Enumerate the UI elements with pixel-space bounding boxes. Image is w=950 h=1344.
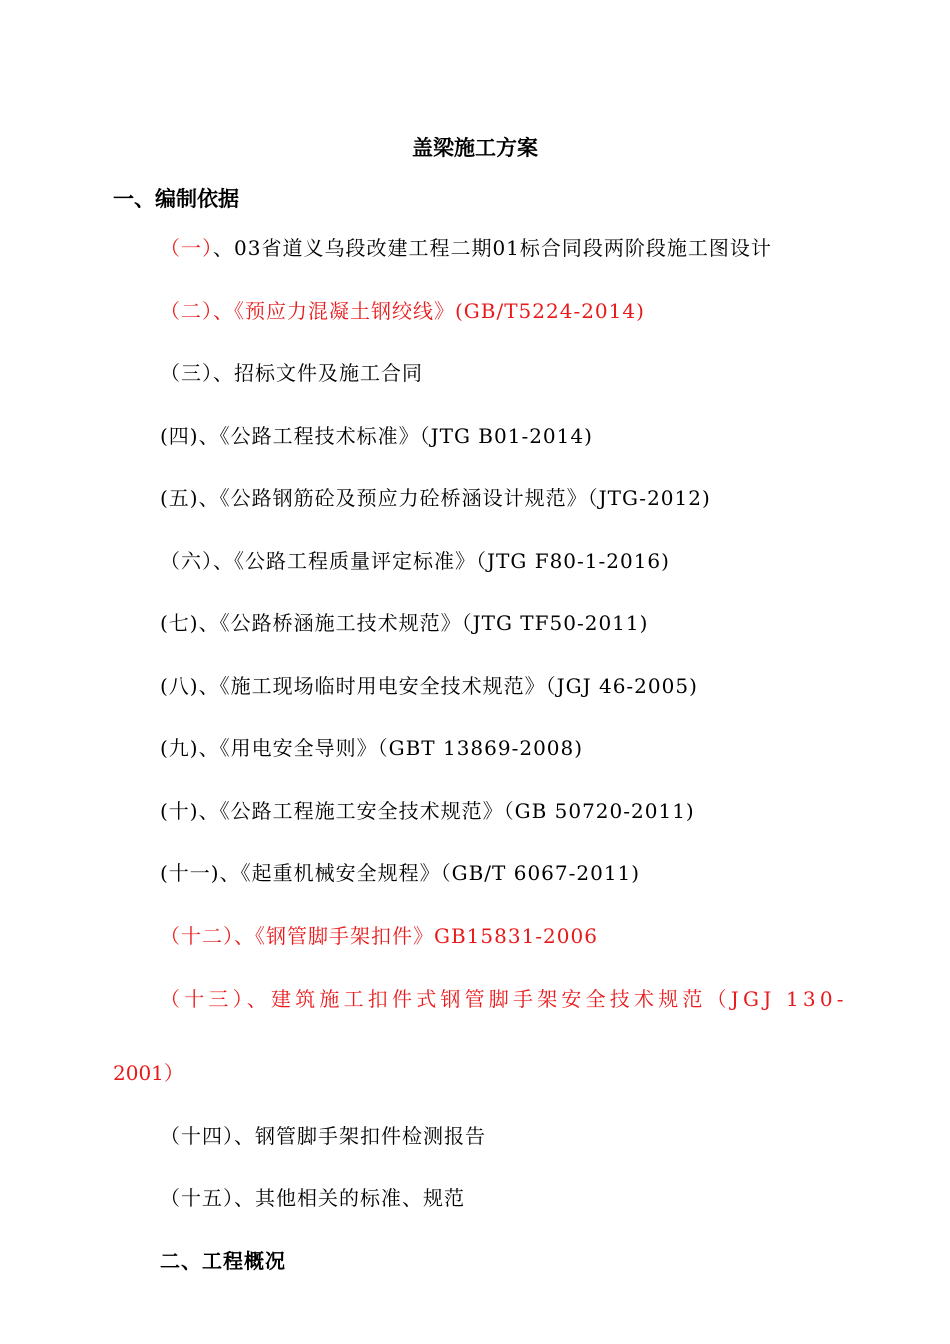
basis-item-7: (七)、《公路桥涵施工技术规范》（JTG TF50-2011): [160, 611, 649, 635]
basis-item-13-line1: （十三）、建筑施工扣件式钢管脚手架安全技术规范（JGJ 130-: [160, 987, 848, 1011]
section-heading-overview: 二、工程概况: [160, 1249, 286, 1273]
document-title: 盖梁施工方案: [412, 136, 538, 160]
basis-item-10: (十)、《公路工程施工安全技术规范》（GB 50720-2011): [160, 799, 695, 823]
basis-item-4: (四)、《公路工程技术标准》（JTG B01-2014): [160, 424, 593, 448]
basis-item-5: (五)、《公路钢筋砼及预应力砼桥涵设计规范》（JTG-2012): [160, 486, 711, 510]
basis-item-8: (八)、《施工现场临时用电安全技术规范》（JGJ 46-2005): [160, 674, 698, 698]
basis-item-1-marker: （一）: [160, 236, 213, 260]
basis-item-11: (十一)、《起重机械安全规程》（GB/T 6067-2011): [160, 861, 641, 885]
section-heading-basis: 一、编制依据: [113, 187, 239, 211]
basis-item-13-line2: 2001）: [113, 1061, 184, 1085]
basis-item-6: （六）、《公路工程质量评定标准》（JTG F80-1-2016): [160, 549, 670, 573]
basis-item-12: （十二）、《钢管脚手架扣件》GB15831-2006: [160, 924, 598, 948]
basis-item-3: （三）、招标文件及施工合同: [160, 361, 423, 385]
basis-item-1: [160, 232, 772, 264]
basis-item-2: （二）、《预应力混凝土钢绞线》(GB/T5224-2014): [160, 299, 645, 323]
basis-item-9: (九)、《用电安全导则》（GBT 13869-2008): [160, 736, 584, 760]
basis-item-14: （十四）、钢管脚手架扣件检测报告: [160, 1124, 486, 1148]
basis-item-1-rest: 、03省道义乌段改建工程二期01标合同段两阶段施工图设计: [213, 236, 772, 260]
basis-item-15: （十五）、其他相关的标准、规范: [160, 1186, 465, 1210]
